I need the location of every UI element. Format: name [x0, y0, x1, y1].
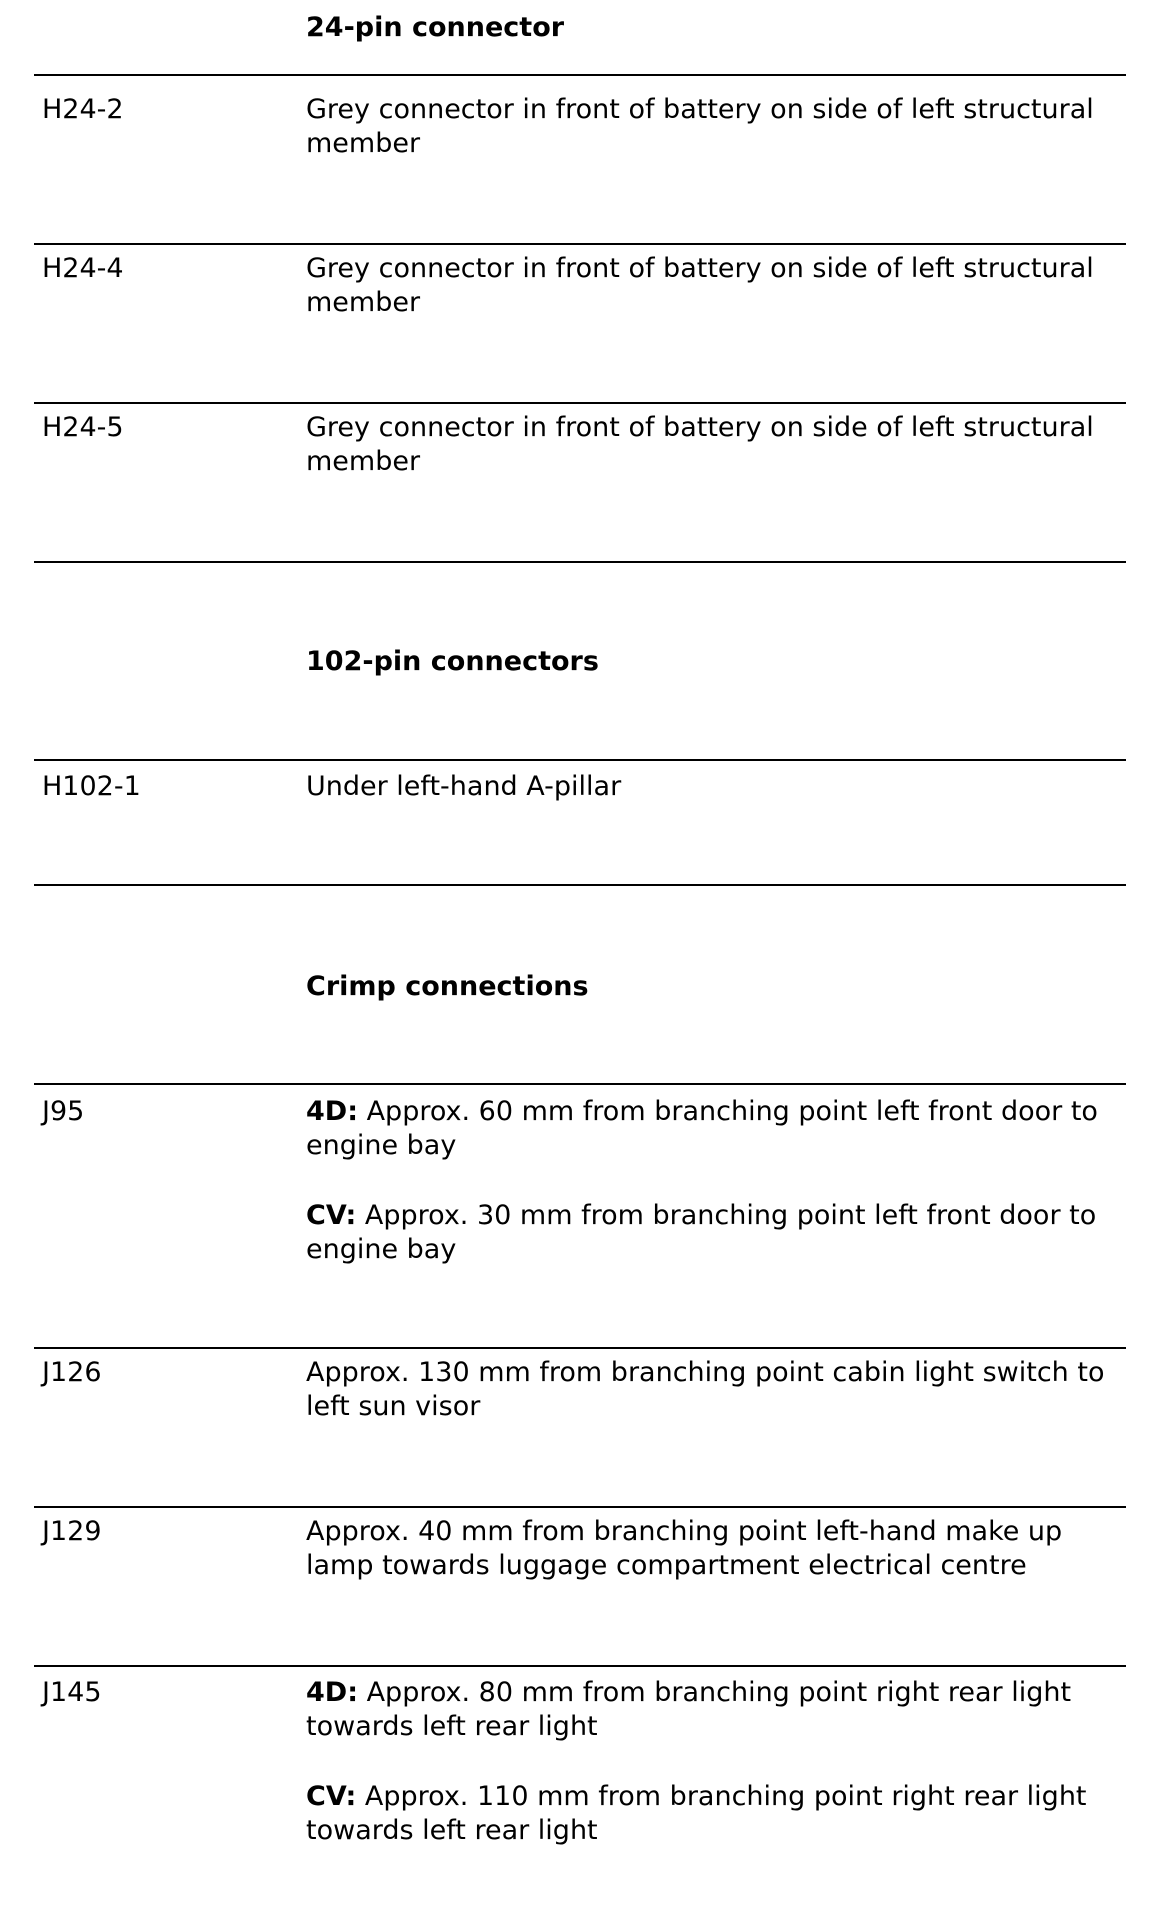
connector-id: J126 — [42, 1357, 102, 1388]
location-text — [306, 770, 1126, 804]
location-description: Approx. 130 mm from branching point cabin light switch to left sun visor — [306, 1357, 1105, 1422]
table-rule — [34, 1506, 1126, 1508]
table-rule — [34, 402, 1126, 404]
connector-location — [306, 1356, 1126, 1424]
location-text — [306, 1356, 1126, 1424]
connector-location — [306, 770, 1126, 804]
variant-prefix: 4D: — [306, 1677, 358, 1708]
variant-prefix: CV: — [306, 1200, 357, 1231]
variant-prefix: CV: — [306, 1781, 357, 1812]
table-rule — [34, 1347, 1126, 1349]
location-description: Grey connector in front of battery on side of left structural member — [306, 94, 1094, 159]
location-text — [306, 93, 1126, 161]
connector-id: J145 — [42, 1677, 102, 1708]
location-text-4d — [306, 1676, 1126, 1744]
connector-location — [306, 1515, 1126, 1583]
connector-id: H102-1 — [42, 771, 141, 802]
location-text-cv — [306, 1780, 1126, 1848]
table-rule — [34, 1665, 1126, 1667]
table-rule — [34, 884, 1126, 886]
connector-id: J129 — [42, 1516, 102, 1547]
connector-id: H24-4 — [42, 253, 124, 284]
connector-location — [306, 1095, 1126, 1267]
location-text-cv — [306, 1199, 1126, 1267]
location-description: Approx. 60 mm from branching point left front door to engine bay — [306, 1096, 1098, 1161]
section-heading-crimp: Crimp connections — [306, 971, 589, 1002]
section-heading-102-pin: 102-pin connectors — [306, 646, 599, 677]
location-description: Under left-hand A-pillar — [306, 771, 622, 802]
location-description: Approx. 110 mm from branching point right rear light towards left rear light — [306, 1781, 1087, 1846]
connector-id: H24-2 — [42, 94, 124, 125]
table-rule — [34, 561, 1126, 563]
table-rule — [34, 243, 1126, 245]
table-rule — [34, 759, 1126, 761]
connector-id: J95 — [42, 1096, 85, 1127]
location-text — [306, 1515, 1126, 1583]
section-heading-24-pin: 24-pin connector — [306, 12, 565, 43]
location-text — [306, 252, 1126, 320]
variant-prefix: 4D: — [306, 1096, 358, 1127]
connector-location — [306, 252, 1126, 320]
connector-location — [306, 1676, 1126, 1848]
location-description: Grey connector in front of battery on side of left structural member — [306, 253, 1094, 318]
location-description: Grey connector in front of battery on side of left structural member — [306, 412, 1094, 477]
location-text-4d — [306, 1095, 1126, 1163]
location-description: Approx. 30 mm from branching point left front door to engine bay — [306, 1200, 1097, 1265]
location-description: Approx. 80 mm from branching point right rear light towards left rear light — [306, 1677, 1072, 1742]
location-description: Approx. 40 mm from branching point left-hand make up lamp towards luggage compartment electrical centre — [306, 1516, 1063, 1581]
table-rule — [34, 1083, 1126, 1085]
connector-location — [306, 411, 1126, 479]
table-rule — [34, 74, 1126, 76]
connector-location — [306, 93, 1126, 161]
location-text — [306, 411, 1126, 479]
connector-id: H24-5 — [42, 412, 124, 443]
